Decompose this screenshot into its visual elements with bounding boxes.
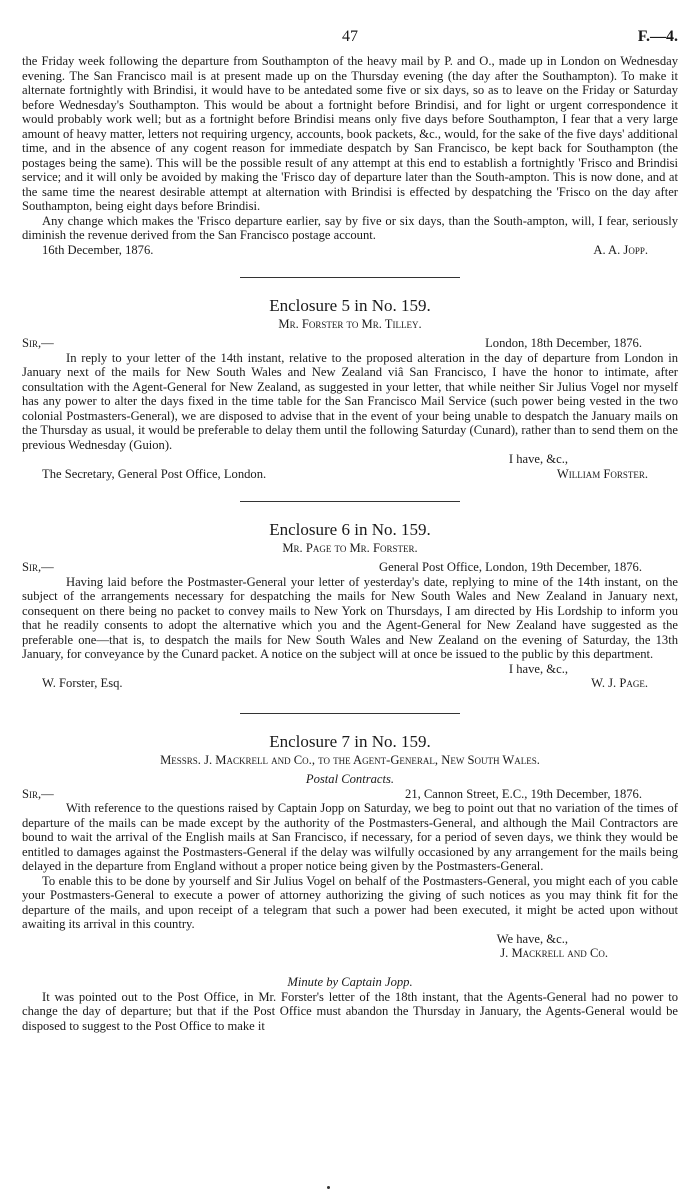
page-header — [22, 0, 678, 54]
page-number: 47 — [342, 28, 358, 45]
minute-body: It was pointed out to the Post Office, in Mr. Forster's letter of the 18th instant, that the Agents-General had no power to change the day of departure; but that if the Post Office must abandon the Thursday in January, the Agents-General would be disposed to suggest to the Post Office to make it — [22, 989, 678, 1033]
opening-section — [22, 54, 678, 257]
enclosure-7-body: With reference to the questions raised by Captain Jopp on Saturday, we beg to point out that no variation of the times of departure of the mails can be made except by the authority of the Postmasters-General, and although the Mail Contractors are bound to wait the arrival of the English mails at San Francisco, if necessary, for a period of seven days, we think they would be entitled to damages against the Postmasters-General if the delay was wilfully occasioned by any arrangement for the mails being delayed in the departure from England without a proper notice being given by the Postmasters-General. — [22, 801, 678, 873]
enclosure-6-salutation: Sir,— — [22, 560, 54, 574]
enclosure-6-title: Enclosure 6 in No. 159. — [269, 520, 431, 539]
enclosure-7-heading: Postal Contracts. — [305, 771, 395, 786]
enclosure-5-subtitle: Mr. Forster to Mr. Tilley. — [278, 317, 422, 331]
enclosure-6-salutation-row — [22, 560, 678, 575]
enclosure-5-place-date: London, 18th December, 1876. — [485, 336, 642, 350]
enclosure-7-signature: J. Mackrell and Co. — [500, 946, 608, 960]
opening-signature: A. A. Jopp. — [593, 242, 648, 257]
enclosure-5-body: In reply to your letter of the 14th instant, relative to the proposed alteration in the day of departure from London in January next of the mails for New South Wales and New Zealand viâ San Francisco, I have the honor to intimate, after consultation with the Agent-General for New Zealand, as suggested in your letter, that while neither Sir Julius Vogel nor myself has any power to alter the days fixed in the time table for the San Francisco Mail Service (such power being vested in the two colonial Postmasters-General), we are disposed to advise that in the event of your being unable to despatch the January mails on the Thursday as usual, it would be preferable to delay them until the following Saturday (Cunard), rather than to send them on the previous Wednesday (Guion). — [22, 350, 678, 452]
enclosure-7-closing: We have, &c., — [496, 931, 568, 946]
enclosure-6-signature: W. J. Page. — [591, 676, 648, 690]
document-page — [22, 0, 678, 1203]
enclosure-7-salutation-row — [22, 787, 678, 802]
enclosure-5-addressee: The Secretary, General Post Office, London. — [42, 466, 267, 481]
opening-signature-row — [22, 243, 678, 258]
enclosure-5-signature-row — [22, 467, 678, 482]
opening-paragraph: the Friday week following the departure from Southampton of the heavy mail by P. and O., made up in London on Wednesday evening. The San Francisco mail is at present made up on the Thursday evening (the day after the Southampton). To make it alternate fortnightly with Brindisi, it would have to be antedated some five or six days, so as to leave on the Friday or Saturday before Wednesday's Southampton. This would be about a fortnight before Brindisi, and for light or urgent correspondence it would probably work well; but as a fortnight before Brindisi means only five days before Southampton, I fear that a very large amount of heavy matter, letters not requiring urgency, accounts, book packets, &c., would, for the sake of the five days' additional time, and in the absence of any cogent reason for immediate despatch by San Francisco, be kept back for Southampton (the postages being the same). This will be the possible result of any attempt at this end to establish a fortnightly 'Frisco and Brindisi service; and it will only be avoided by making the 'Frisco day of departure later than the South-ampton. This is now done, and at the same time the nearest desirable attempt at alternation with Brindisi is effected by despatching the 'Frisco on the day after Southampton, being eight days before Brindisi. — [22, 54, 678, 213]
enclosure-7-salutation: Sir,— — [22, 786, 54, 801]
enclosure-5-closing: I have, &c., — [508, 452, 568, 466]
enclosure-7-subtitle: Messrs. J. Mackrell and Co., to the Agent-General, New South Wales. — [160, 752, 540, 767]
divider — [240, 277, 460, 278]
enclosure-5-salutation-row — [22, 336, 678, 351]
divider — [240, 713, 460, 714]
enclosure-6-body: Having laid before the Postmaster-General your letter of yesterday's date, replying to mine of the 14th instant, on the subject of the arrangements necessary for despatching the mails for New South Wales and New Zealand in January next, consequent on there being no packet to convey mails to New York on Thursdays, I am directed by His Lordship to inform you that he readily consents to adopt the alternative which you and the Agent-General for New Zealand have suggested as the preferable one—that is, to despatch the mails for New South Wales and New Zealand on the evening of Saturday, the 13th January, for conveyance by the Cunard packet. A notice on the subject will at once be issued to the public by this department. — [22, 574, 678, 661]
enclosure-7-place-date: 21, Cannon Street, E.C., 19th December, 1876. — [405, 786, 642, 801]
enclosure-7 — [22, 732, 678, 961]
enclosure-6-signature-row — [22, 676, 678, 691]
enclosure-6-place-date: General Post Office, London, 19th December, 1876. — [379, 560, 642, 574]
enclosure-5-salutation: Sir,— — [22, 336, 54, 350]
enclosure-6-addressee: W. Forster, Esq. — [42, 676, 123, 690]
enclosure-7-body-2: To enable this to be done by yourself and Sir Julius Vogel on behalf of the Postmasters-General, you might each of you cable your Postmasters-General to execute a power of attorney authorizing the giving of such notices as you may think fit for the departure of the mails, and upon receipt of a telegram that such a power had been executed, it might be acted upon without awaiting its arrival in this country. — [22, 873, 678, 931]
minute-section — [22, 975, 678, 1034]
enclosure-6 — [22, 520, 678, 691]
document-reference: F.—4. — [637, 28, 678, 45]
divider — [240, 501, 460, 502]
minute-title: Minute by Captain Jopp. — [287, 974, 413, 989]
enclosure-5 — [22, 296, 678, 481]
enclosure-6-closing: I have, &c., — [508, 661, 568, 676]
enclosure-6-subtitle: Mr. Page to Mr. Forster. — [282, 541, 418, 555]
opening-paragraph-2: Any change which makes the 'Frisco departure earlier, say by five or six days, than the South-ampton, will, I fear, seriously diminish the revenue derived from the San Francisco postage account. — [22, 213, 678, 242]
enclosure-5-signature: William Forster. — [556, 466, 648, 481]
enclosure-7-title: Enclosure 7 in No. 159. — [269, 731, 431, 751]
enclosure-5-title: Enclosure 5 in No. 159. — [269, 296, 431, 315]
page-mark — [327, 1186, 330, 1189]
opening-date: 16th December, 1876. — [42, 242, 154, 257]
